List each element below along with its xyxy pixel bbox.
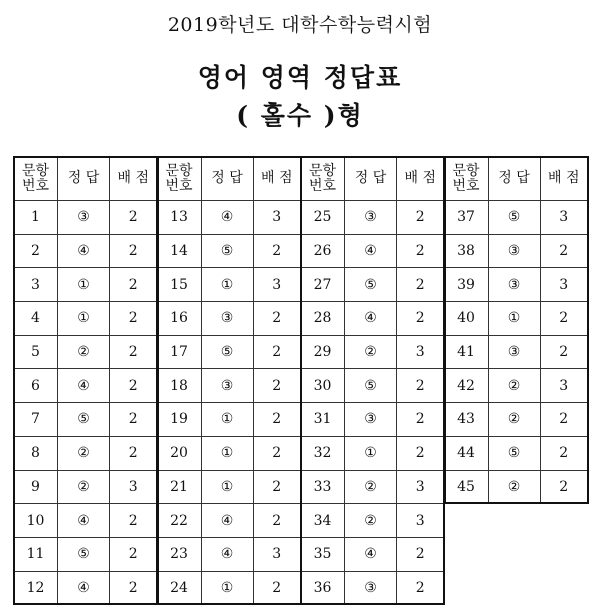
score-value: 2 — [253, 436, 301, 470]
answer-value: ① — [201, 403, 253, 437]
table-row — [444, 369, 588, 403]
score-value: 3 — [110, 470, 158, 504]
table-row — [157, 403, 301, 437]
question-number: 1 — [14, 201, 58, 235]
table-row — [14, 369, 158, 403]
score-value: 3 — [540, 201, 588, 235]
question-number: 10 — [14, 504, 58, 538]
score-value: 3 — [397, 335, 445, 369]
table-row — [14, 302, 158, 336]
question-number: 31 — [301, 403, 345, 437]
score-value: 2 — [397, 234, 445, 268]
score-value: 3 — [397, 470, 445, 504]
question-number: 42 — [444, 369, 488, 403]
table-row — [444, 201, 588, 235]
question-number: 26 — [301, 234, 345, 268]
question-number: 36 — [301, 571, 345, 605]
answer-value: ④ — [345, 537, 397, 571]
header-number: 문항 번호 — [301, 157, 345, 201]
answer-value: ② — [488, 403, 540, 437]
question-number: 14 — [157, 234, 201, 268]
score-value: 2 — [397, 571, 445, 605]
answer-value: ① — [201, 470, 253, 504]
question-number: 28 — [301, 302, 345, 336]
answer-value: ③ — [201, 369, 253, 403]
table-row — [301, 335, 445, 369]
answer-table — [13, 156, 158, 605]
header-row — [157, 157, 301, 201]
answer-value: ③ — [488, 234, 540, 268]
question-number: 23 — [157, 537, 201, 571]
score-value: 2 — [397, 369, 445, 403]
header-number: 문항 번호 — [14, 157, 58, 201]
table-row — [14, 335, 158, 369]
table-row — [157, 268, 301, 302]
question-number: 19 — [157, 403, 201, 437]
table-row — [301, 470, 445, 504]
answer-value: ⑤ — [58, 537, 110, 571]
header-answer: 정 답 — [58, 157, 110, 201]
score-value: 2 — [110, 537, 158, 571]
score-value: 2 — [110, 403, 158, 437]
header-row — [301, 157, 445, 201]
question-number: 43 — [444, 403, 488, 437]
answer-value: ④ — [58, 571, 110, 605]
score-value: 3 — [540, 369, 588, 403]
answer-value: ③ — [345, 201, 397, 235]
question-number: 30 — [301, 369, 345, 403]
table-row — [301, 436, 445, 470]
header-row — [14, 157, 158, 201]
question-number: 34 — [301, 504, 345, 538]
answer-value: ① — [488, 302, 540, 336]
table-row — [444, 403, 588, 437]
score-value: 3 — [253, 268, 301, 302]
score-value: 2 — [110, 571, 158, 605]
score-value: 2 — [110, 335, 158, 369]
answer-key-grid — [13, 156, 587, 596]
table-row — [157, 302, 301, 336]
answer-table — [157, 156, 302, 605]
score-value: 2 — [397, 403, 445, 437]
answer-value: ④ — [345, 234, 397, 268]
score-value: 2 — [397, 436, 445, 470]
table-row — [14, 201, 158, 235]
score-value: 2 — [540, 470, 588, 504]
header-row — [444, 157, 588, 201]
table-row — [14, 537, 158, 571]
score-value: 2 — [540, 302, 588, 336]
table-row — [444, 268, 588, 302]
answer-value: ② — [345, 470, 397, 504]
score-value: 2 — [110, 369, 158, 403]
score-value: 3 — [253, 537, 301, 571]
answer-table — [444, 156, 589, 504]
score-value: 2 — [397, 201, 445, 235]
answer-value: ③ — [58, 201, 110, 235]
score-value: 2 — [253, 470, 301, 504]
table-row — [444, 436, 588, 470]
question-number: 33 — [301, 470, 345, 504]
answer-value: ② — [345, 335, 397, 369]
question-number: 20 — [157, 436, 201, 470]
table-row — [301, 201, 445, 235]
question-number: 7 — [14, 403, 58, 437]
header-number: 문항 번호 — [157, 157, 201, 201]
question-number: 22 — [157, 504, 201, 538]
table-row — [157, 571, 301, 605]
score-value: 3 — [253, 201, 301, 235]
table-row — [301, 302, 445, 336]
answer-value: ④ — [201, 537, 253, 571]
answer-value: ① — [58, 268, 110, 302]
header-score: 배 점 — [110, 157, 158, 201]
answer-block-2 — [157, 156, 301, 596]
score-value: 2 — [253, 571, 301, 605]
answer-block-3 — [300, 156, 444, 596]
table-row — [444, 302, 588, 336]
score-value: 2 — [253, 335, 301, 369]
answer-value: ② — [345, 504, 397, 538]
table-row — [301, 369, 445, 403]
question-number: 21 — [157, 470, 201, 504]
score-value: 2 — [110, 436, 158, 470]
question-number: 9 — [14, 470, 58, 504]
header-answer: 정 답 — [201, 157, 253, 201]
question-number: 12 — [14, 571, 58, 605]
question-number: 11 — [14, 537, 58, 571]
question-number: 44 — [444, 436, 488, 470]
table-row — [301, 504, 445, 538]
table-row — [14, 234, 158, 268]
table-row — [444, 335, 588, 369]
question-number: 27 — [301, 268, 345, 302]
score-value: 2 — [253, 234, 301, 268]
question-number: 3 — [14, 268, 58, 302]
table-row — [444, 470, 588, 504]
answer-value: ⑤ — [488, 436, 540, 470]
answer-value: ④ — [58, 504, 110, 538]
score-value: 2 — [110, 302, 158, 336]
question-number: 38 — [444, 234, 488, 268]
question-number: 40 — [444, 302, 488, 336]
answer-value: ② — [58, 436, 110, 470]
answer-value: ② — [58, 470, 110, 504]
table-row — [157, 504, 301, 538]
score-value: 2 — [110, 268, 158, 302]
table-row — [14, 571, 158, 605]
answer-value: ③ — [488, 268, 540, 302]
header-score: 배 점 — [253, 157, 301, 201]
answer-value: ④ — [345, 302, 397, 336]
question-number: 25 — [301, 201, 345, 235]
question-number: 35 — [301, 537, 345, 571]
table-row — [301, 268, 445, 302]
score-value: 2 — [110, 504, 158, 538]
score-value: 2 — [540, 234, 588, 268]
question-number: 29 — [301, 335, 345, 369]
answer-block-4 — [444, 156, 588, 592]
table-row — [157, 201, 301, 235]
answer-value: ② — [488, 470, 540, 504]
question-number: 37 — [444, 201, 488, 235]
table-row — [157, 335, 301, 369]
table-row — [301, 537, 445, 571]
answer-value: ④ — [201, 201, 253, 235]
header-answer: 정 답 — [488, 157, 540, 201]
answer-value: ① — [345, 436, 397, 470]
score-value: 2 — [397, 537, 445, 571]
score-value: 2 — [540, 335, 588, 369]
score-value: 2 — [253, 504, 301, 538]
answer-value: ⑤ — [345, 369, 397, 403]
header-score: 배 점 — [540, 157, 588, 201]
question-number: 13 — [157, 201, 201, 235]
answer-table — [300, 156, 445, 605]
answer-value: ① — [58, 302, 110, 336]
table-row — [157, 234, 301, 268]
question-number: 2 — [14, 234, 58, 268]
question-number: 5 — [14, 335, 58, 369]
answer-value: ④ — [58, 234, 110, 268]
table-row — [14, 470, 158, 504]
exam-title: 2019학년도 대학수학능력시험 — [167, 14, 433, 36]
answer-value: ⑤ — [488, 201, 540, 235]
answer-value: ② — [58, 335, 110, 369]
answer-value: ① — [201, 436, 253, 470]
table-row — [157, 537, 301, 571]
question-number: 16 — [157, 302, 201, 336]
answer-value: ⑤ — [201, 335, 253, 369]
table-row — [14, 436, 158, 470]
score-value: 2 — [253, 302, 301, 336]
answer-value: ③ — [201, 302, 253, 336]
score-value: 2 — [540, 436, 588, 470]
header-number: 문항 번호 — [444, 157, 488, 201]
score-value: 2 — [397, 268, 445, 302]
score-value: 2 — [110, 201, 158, 235]
answer-value: ③ — [345, 403, 397, 437]
header-answer: 정 답 — [345, 157, 397, 201]
answer-value: ⑤ — [345, 268, 397, 302]
score-value: 2 — [253, 369, 301, 403]
answer-value: ③ — [488, 335, 540, 369]
answer-value: ⑤ — [58, 403, 110, 437]
question-number: 32 — [301, 436, 345, 470]
table-row — [14, 268, 158, 302]
answer-value: ② — [488, 369, 540, 403]
answer-block-1 — [13, 156, 157, 596]
score-value: 3 — [397, 504, 445, 538]
score-value: 2 — [110, 234, 158, 268]
answer-value: ① — [201, 571, 253, 605]
subject-title: 영어 영역 정답표 — [197, 63, 403, 92]
table-row — [157, 436, 301, 470]
answer-value: ① — [201, 268, 253, 302]
answer-value: ④ — [201, 504, 253, 538]
question-number: 4 — [14, 302, 58, 336]
table-row — [157, 369, 301, 403]
answer-value: ⑤ — [201, 234, 253, 268]
question-number: 41 — [444, 335, 488, 369]
question-number: 24 — [157, 571, 201, 605]
table-row — [301, 571, 445, 605]
question-number: 45 — [444, 470, 488, 504]
score-value: 2 — [397, 302, 445, 336]
score-value: 3 — [540, 268, 588, 302]
table-row — [157, 470, 301, 504]
question-number: 15 — [157, 268, 201, 302]
type-label: ( 홀수 )형 — [236, 101, 364, 130]
question-number: 8 — [14, 436, 58, 470]
table-row — [301, 234, 445, 268]
question-number: 6 — [14, 369, 58, 403]
table-row — [444, 234, 588, 268]
question-number: 39 — [444, 268, 488, 302]
question-number: 17 — [157, 335, 201, 369]
score-value: 2 — [253, 403, 301, 437]
header-score: 배 점 — [397, 157, 445, 201]
score-value: 2 — [540, 403, 588, 437]
table-row — [14, 403, 158, 437]
table-row — [14, 504, 158, 538]
table-row — [301, 403, 445, 437]
question-number: 18 — [157, 369, 201, 403]
answer-value: ③ — [345, 571, 397, 605]
answer-value: ④ — [58, 369, 110, 403]
